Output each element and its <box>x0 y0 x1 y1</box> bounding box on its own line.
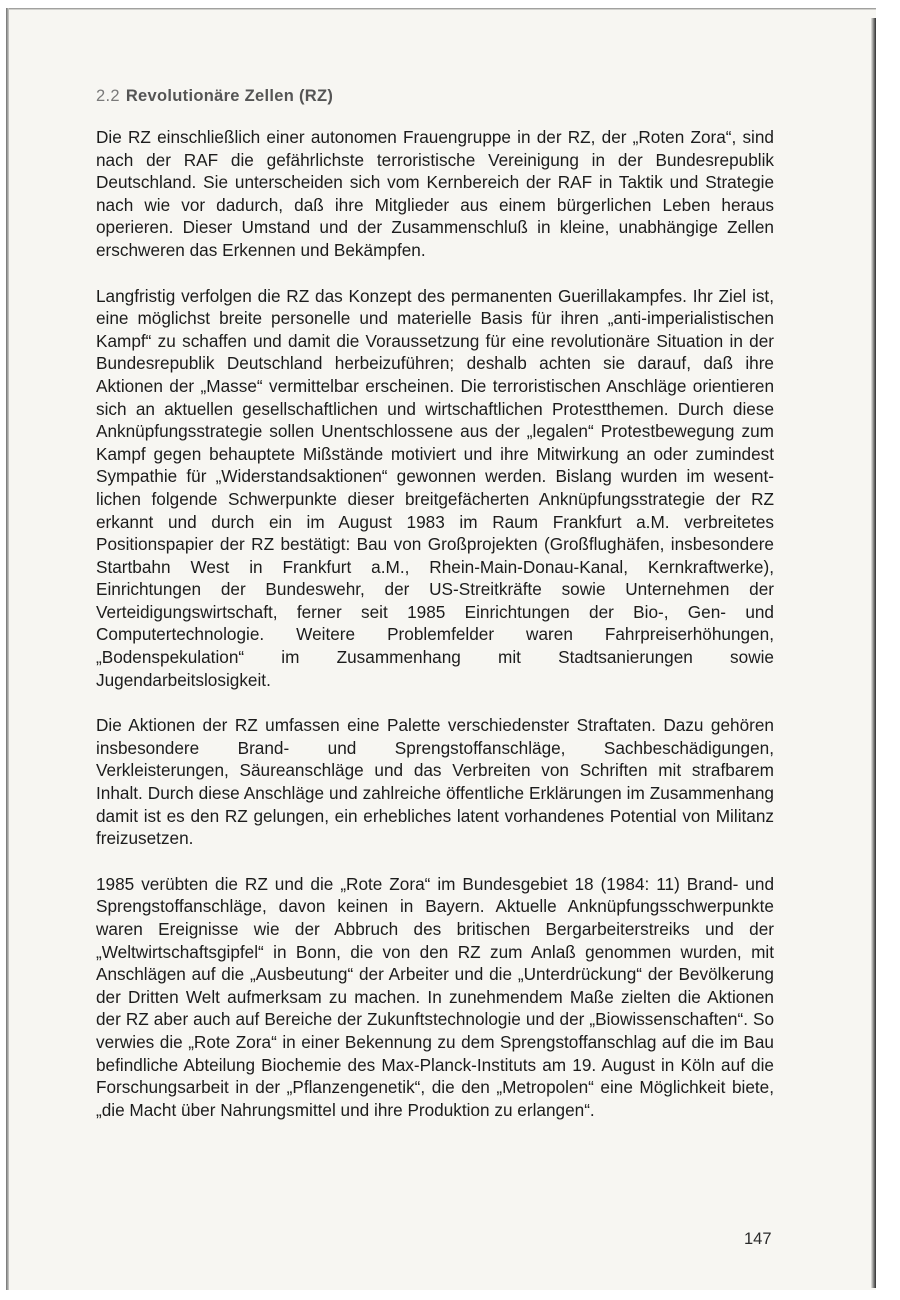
paragraph: Die Aktionen der RZ umfassen eine Palette verschiedenster Straftaten. Dazu gehören insbesondere Brand- und Sprengstoffanschläge, Sachbeschädigungen, Verkleisterungen, Säureanschläge und das Verbreiten von Schriften mit strafbarem Inhalt. Durch diese Anschläge und zahlreiche öffentliche Erklärungen im Zusammenhang damit ist es den RZ gelungen, ein erhebliches latent vorhandenes Potential von Militanz freizusetzen. <box>96 715 774 849</box>
scanned-page <box>6 8 876 1290</box>
page-edge-top <box>6 8 876 10</box>
body-text <box>96 126 774 1144</box>
page-number: 147 <box>744 1230 772 1248</box>
paragraph: Langfristig verfolgen die RZ das Konzept des permanenten Guerillakampfes. Ihr Ziel ist, eine möglichst breite personelle und materielle Basis für ihren „anti-imperialistischen Kampf“ zu schaffen und damit die Voraussetzung für eine revolutionäre Situation in der Bundesrepublik Deutschland herbeizuführen; deshalb achten sie darauf, daß ihre Aktionen der „Masse“ vermittelbar erscheinen. Die terroristischen Anschläge orientieren sich an aktuellen gesellschaftlichen und wirtschaftlichen Protestthemen. Durch diese Anknüpfungsstrategie sollen Unentschlossene aus der „legalen“ Protestbewegung zum Kampf gegen behauptete Mißstände motiviert und ihre Mitwirkung an oder zumindest Sympathie für „Widerstandsaktionen“ gewonnen werden. Bislang wurden im wesentlichen folgende Schwerpunkte dieser breitgefächerten Anknüpfungsstrategie der RZ erkannt und durch ein im August 1983 im Raum Frankfurt a.M. verbreitetes Positionspapier der RZ bestätigt: Bau von Großprojekten (Großflughäfen, insbesondere Startbahn West in Frankfurt a.M., Rhein-Main-Donau-Kanal, Kernkraftwerke), Einrichtungen der Bundeswehr, der US-Streitkräfte sowie Unternehmen der Verteidigungswirtschaft, ferner seit 1985 Einrichtungen der Bio-, Gen- und Computertechnologie. Weitere Problemfelder waren Fahrpreiserhöhungen, „Bodenspekulation“ im Zusammenhang mit Stadtsanierungen sowie Jugendarbeitslosigkeit. <box>96 285 774 690</box>
paragraph: 1985 verübten die RZ und die „Rote Zora“ im Bundesgebiet 18 (1984: 11) Brand- und Sprengstoffanschläge, davon keinen in Bayern. Aktuelle Anknüpfungsschwerpunkte waren Ereignisse wie der Abbruch des britischen Bergarbeiterstreiks und der „Weltwirtschaftsgipfel“ in Bonn, die von den RZ zum Anlaß genommen wurden, mit Anschlägen auf die „Ausbeutung“ der Arbeiter und die „Unterdrückung“ der Bevölkerung der Dritten Welt aufmerksam zu machen. In zunehmendem Maße zielten die Aktionen der RZ aber auch auf Bereiche der Zukunftstechnologie und der „Biowissenschaften“. So verwies die „Rote Zora“ in einer Bekennung zu dem Sprengstoffanschlag auf die im Bau befindliche Abteilung Biochemie des Max-Planck-Instituts am 19. August in Köln auf die Forschungsarbeit in der „Pflanzengenetik“, die den „Metropolen“ eine Möglichkeit biete, „die Macht über Nahrungsmittel und ihre Produktion zu erlangen“. <box>96 873 774 1120</box>
paragraph: Die RZ einschließlich einer autonomen Frauengruppe in der RZ, der „Roten Zora“, sind nach der RAF die gefährlichste terroristische Vereinigung in der Bundesrepublik Deutschland. Sie unterscheiden sich vom Kernbereich der RAF in Taktik und Strategie nach wie vor dadurch, daß ihre Mitglieder aus einem bürgerlichen Leben heraus operieren. Dieser Umstand und der Zusammenschluß in kleine, unabhängige Zellen erschweren das Erkennen und Bekämpfen. <box>96 127 774 260</box>
section-number: 2.2 <box>96 87 120 105</box>
page-edge-right <box>871 18 876 1288</box>
section-heading <box>96 87 333 106</box>
page-edge-left <box>6 8 9 1290</box>
section-title: Revolutionäre Zellen (RZ) <box>125 87 334 105</box>
